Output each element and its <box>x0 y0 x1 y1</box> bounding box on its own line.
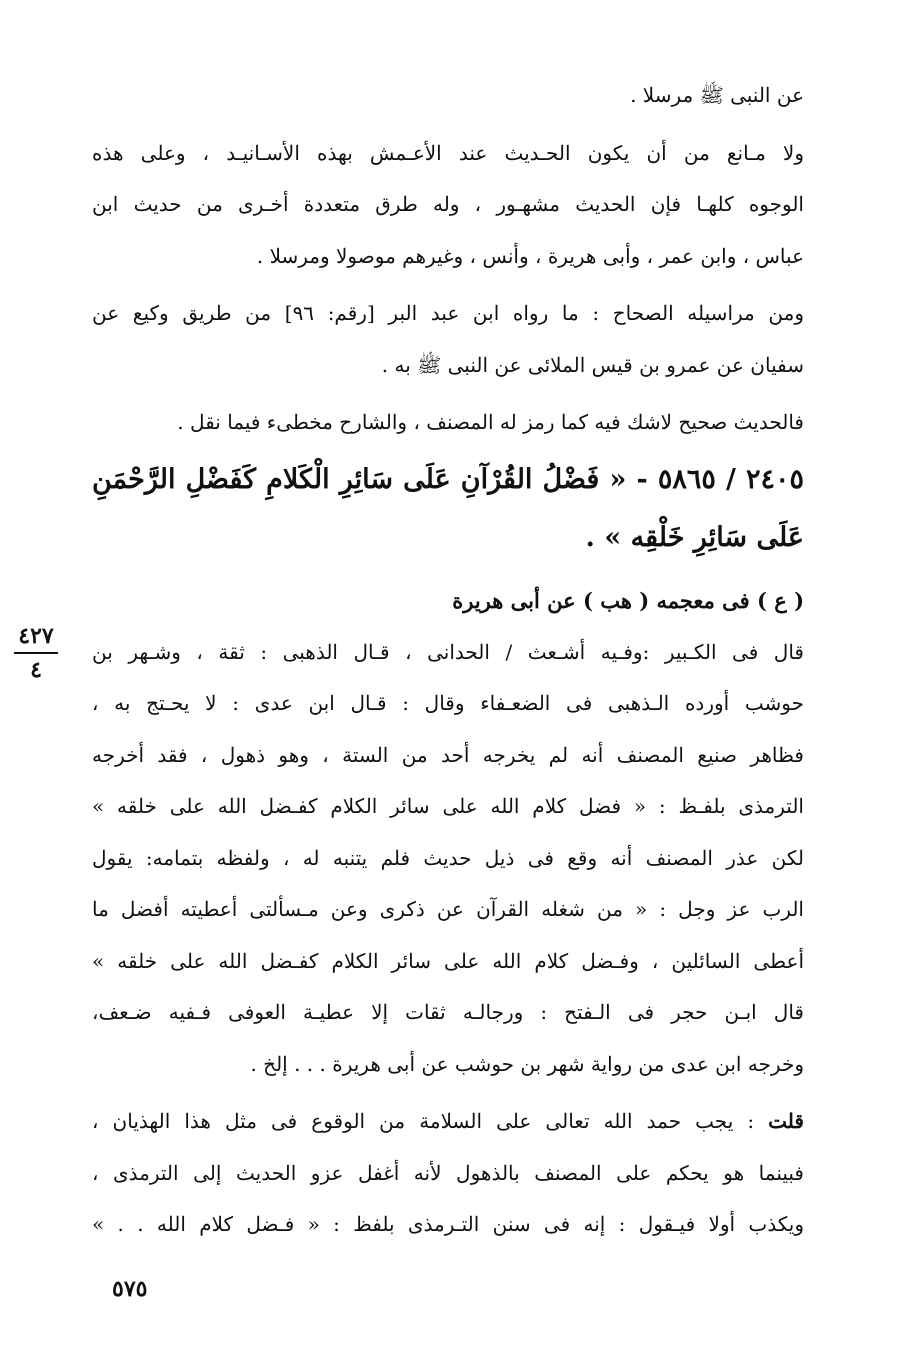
text-line: قال فى الكـبير :وفـيه أشـعث / الحدانى ، قـال الذهبى : ثقة ، وشـهر بن <box>92 639 804 664</box>
text-line: قال ابـن حجر فى الـفتح : ورجالـه ثقات إلا عطيـة العوفى فـفيه ضـعف، <box>92 1000 804 1024</box>
text-line: الوجوه كلهـا فإن الحديث مشهـور ، وله طرق متعددة أخـرى من حديث ابن <box>92 192 804 216</box>
qultu-label: قلت <box>768 1109 804 1133</box>
text-line: ولا مـانع من أن يكون الحـديث عند الأعـمش بهذه الأسـانيـد ، وعلى هذه <box>92 140 804 165</box>
margin-reference-part: ٤ <box>30 657 42 683</box>
hadith-source: ( ع ) فى معجمه ( هب ) عن أبى هريرة <box>452 587 804 613</box>
paragraph-author-note <box>92 1096 804 1251</box>
paragraph-intro <box>92 70 804 122</box>
text-line: الرب عز وجل : « من شغله القرآن عن ذكرى وعن مـسألتى أعطيته أفضل ما <box>92 897 804 921</box>
text-line: أعطى السائلين ، وفـضل كلام الله على سائر الكلام كفـضل الله على خلقه » <box>92 948 804 973</box>
paragraph-mursal <box>92 288 804 391</box>
hadith-line: ٢٤٠٥ / ٥٨٦٥ - « فَضْلُ القُرْآنِ عَلَى سَائِرِ الْكَلامِ كَفَضْلِ الرَّحْمَنِ <box>92 463 804 495</box>
page-body <box>92 70 804 1251</box>
margin-divider <box>14 652 58 654</box>
text-line: حوشب أورده الـذهبى فى الضعـفاء وقال : قـال ابن عدى : لا يحـتج به ، <box>92 691 804 715</box>
text-fragment: : يجب حمد الله تعالى على السلامة من الوقوع فى مثل هذا الهذيان ، <box>92 1109 769 1133</box>
text-line: ويكذب أولا فيـقول : إنه فى سنن التـرمذى بلفظ : « فـضل كلام الله . . » <box>92 1212 804 1236</box>
margin-reference-volume: ٤٢٧ <box>18 623 54 649</box>
text-line: وخرجه ابن عدى من رواية شهر بن حوشب عن أبى هريرة . . . إلخ . <box>250 1051 804 1076</box>
text-line: فبينما هو يحكم على المصنف بالذهول لأنه أغفل عزو الحديث إلى الترمذى ، <box>92 1160 804 1185</box>
text-line: ومن مراسيله الصحاح : ما رواه ابن عبد البر [رقم: ٩٦] من طريق وكيع عن <box>92 301 804 325</box>
text-line: فظاهر صنيع المصنف أنه لم يخرجه أحد من الستة ، وهو ذهول ، فقد أخرجه <box>92 742 804 767</box>
paragraph-commentary <box>92 627 804 1091</box>
hadith-text <box>92 451 804 567</box>
text-line: عباس ، وابن عمر ، وأبى هريرة ، وأنس ، وغيرهم موصولا ومرسلا . <box>256 243 804 268</box>
text-line: الترمذى بلفـظ : « فضل كلام الله على سائر الكلام كفـضل الله على خلقه » <box>92 794 804 818</box>
text-line: فالحديث صحيح لاشك فيه كما رمز له المصنف ، والشارح مخطىء فيما نقل . <box>177 410 804 434</box>
text-line: عن النبى ﷺ مرسلا . <box>630 83 804 107</box>
paragraph-chains <box>92 128 804 283</box>
margin-reference <box>10 622 62 684</box>
text-line: لكن عذر المصنف أنه وقع فى ذيل حديث فلم يتنبه له ، ولفظه بتمامه: يقول <box>92 845 804 870</box>
paragraph-verdict <box>92 397 804 449</box>
hadith-line: عَلَى سَائِرِ خَلْقِه » . <box>585 521 804 553</box>
text-line: سفيان عن عمرو بن قيس الملائى عن النبى ﷺ به . <box>381 352 804 377</box>
text-line <box>92 1096 804 1148</box>
page-number: ٥٧٥ <box>112 1276 148 1302</box>
